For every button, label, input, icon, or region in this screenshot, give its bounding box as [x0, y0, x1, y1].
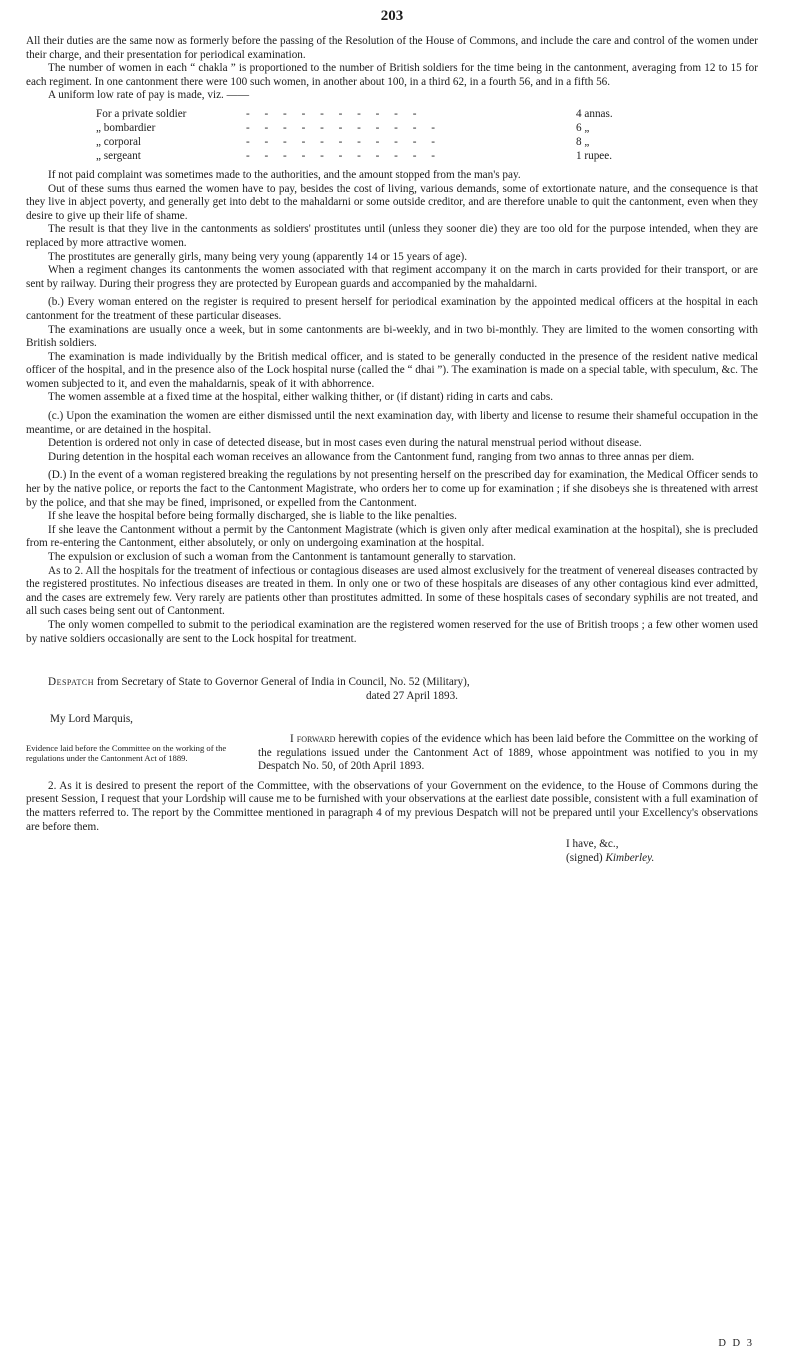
paragraph: The prostitutes are generally girls, many being very young (apparently 14 or 15 years of age). [48, 250, 468, 263]
paragraph: A uniform low rate of pay is made, viz. —— [48, 89, 250, 102]
paragraph: The result is that they live in the cantonments as soldiers' prostitutes until (unless they sooner die) they are too old for the purpose intended, when they are replaced by more attractive women. [26, 223, 758, 249]
despatch-label: Despatch [48, 676, 95, 689]
leader-dots: - - - - - - - - - - [246, 107, 423, 120]
leader-dots: - - - - - - - - - - - [246, 149, 441, 162]
salutation: My Lord Marquis, [50, 713, 133, 726]
signature-line [566, 851, 758, 865]
paragraph: When a regiment changes its cantonments the women associated with that regiment accompany it on the march in carts provided for their transport, or are sent by railway. During their progress they are protected by European guards and accompanied by the mahaldarni. [26, 264, 758, 290]
paragraph: All their duties are the same now as formerly before the passing of the Resolution of the House of Commons, and include the care and control of the women under their charge, and their presentation for periodical examination. [26, 35, 758, 61]
paragraph-text: herewith copies of the evidence which has been laid before the Committee on the working of the regulations issued under the Cantonment Act of 1889, whose appointment was notified to you in my Despatch No. 50, of 20th April 1893. [258, 732, 759, 773]
paragraph: The only women compelled to submit to the periodical examination are the registered women reserved for the use of British troops ; a few other women used by native soldiers occasionally are sent to the Lock hospital for treatment. [26, 618, 758, 645]
paragraph: (b.) Every woman entered on the register is required to present herself for periodical examination by the appointed medical officers at the hospital in each cantonment for the treatment of these particular diseases. [26, 296, 758, 322]
leader-dots: - - - - - - - - - - - [246, 135, 441, 148]
pay-amount: 6 „ [576, 121, 590, 134]
paragraph: (D.) In the event of a woman registered breaking the regulations by not presenting herself on the prescribed day for examination, the Medical Officer sends to her by the native police, or reports the fact to the Cantonment Magistrate, who orders her to come up for examination ; if she disobeys she is threatened with arrest by the police, and that she may be fined, imprisoned, or expelled from the Cantonment. [26, 469, 758, 509]
pay-amount: 8 „ [576, 135, 590, 148]
signed-label: (signed) [566, 852, 603, 865]
pay-amount: 4 annas. [576, 107, 613, 120]
paragraph: As to 2. All the hospitals for the treatment of infectious or contagious diseases are used almost exclusively for the treatment of venereal diseases contracted by the registered prostitutes. No infectious diseases are treated in them. In only one or two of these hospitals are diseases of any other contagious kind ever admitted, and the cases are extremely few. Very rarely are patients other than prostitutes admitted. In some of these hospitals cases of secondary syphilis are not treated, and all such cases being sent out of Cantonment. [26, 564, 758, 618]
signature-mark: D D 3 [718, 1338, 754, 1349]
rank-label: „ sergeant [96, 149, 141, 162]
paragraph: If she leave the hospital before being formally discharged, she is liable to the like penalties. [48, 510, 457, 523]
paragraph: Detention is ordered not only in case of detected disease, but in most cases even during the natural menstrual period without disease. [48, 437, 642, 450]
leader-dots: - - - - - - - - - - - [246, 121, 441, 134]
rank-label: „ corporal [96, 135, 142, 148]
signer-name: Kimberley. [605, 852, 655, 865]
pay-rate-row [96, 121, 696, 135]
page-number: 203 [380, 8, 404, 24]
paragraph: If not paid complaint was sometimes made to the authorities, and the amount stopped from the man's pay. [48, 168, 521, 181]
rank-label: For a private soldier [96, 107, 187, 120]
paragraph: If she leave the Cantonment without a permit by the Cantonment Magistrate (which is given only after medical examination at the hospital), she is precluded from re-entering the Cantonment, either absolutely, or only on undergoing examination at the hospital. [26, 523, 758, 550]
closing: I have, &c., [566, 838, 619, 851]
despatch-body [26, 733, 758, 774]
pay-rate-table [96, 107, 696, 163]
despatch-date: dated 27 April 1893. [366, 689, 458, 702]
paragraph: During detention in the hospital each woman receives an allowance from the Cantonment fund, ranging from two annas to three annas per diem. [48, 450, 695, 463]
pay-amount: 1 rupee. [576, 149, 613, 162]
pay-rate-row [96, 107, 696, 121]
paragraph: Out of these sums thus earned the women have to pay, besides the cost of living, various demands, some of extortionate nature, and the consequence is that they live in abject poverty, and generally get into debt to the mahaldarni or some outside creditor, and are therefore unable to quit the cantonment, even when they desire to give up their life of shame. [26, 182, 758, 222]
despatch-paragraph-1 [258, 733, 758, 774]
paragraph: The examinations are usually once a week, but in some cantonments are bi-weekly, and in two bi-monthly. They are limited to the women consorting with British soldiers. [26, 323, 758, 350]
paragraph: The expulsion or exclusion of such a woman from the Cantonment is tantamount generally to starvation. [48, 551, 516, 563]
paragraph: The women assemble at a fixed time at the hospital, either walking thither, or (if distant) riding in carts and cabs. [48, 391, 554, 404]
lead-words: I forward [290, 732, 336, 745]
margin-note: Evidence laid before the Committee on the working of the regulations under the Cantonment Act of 1889. [26, 742, 227, 764]
paragraph: The number of women in each “ chakla ” is proportioned to the number of British soldiers for the time being in the cantonment, averaging from 12 to 15 for each regiment. In one cantonment there were 100 such women, in another about 100, in a third 62, in a fourth 56, and in a fifth 56. [26, 62, 758, 88]
pay-rate-row [96, 135, 696, 149]
despatch-paragraph-2: 2. As it is desired to present the report of the Committee, with the observations of your Government on the evidence, to the House of Commons during the present Session, I request that your Lordship will cause me to be furnished with your observations at the earliest date possible, consistent with a full examination of the matters referred to. The report by the Committee mentioned in paragraph 4 of my previous Despatch will not be prepared until your Excellency's observations are before them. [26, 779, 758, 833]
pay-rate-row [96, 149, 696, 163]
paragraph: (c.) Upon the examination the women are either dismissed until the next examination day, with liberty and license to resume their shameful occupation in the meantime, or are detained in the hospital. [26, 410, 758, 436]
despatch-heading [26, 676, 758, 690]
signoff [566, 837, 758, 865]
despatch-section [26, 676, 758, 865]
rank-label: „ bombardier [96, 121, 156, 134]
despatch-title-text: from Secretary of State to Governor General of India in Council, No. 52 (Military), [96, 676, 470, 689]
paragraph: The examination is made individually by the British medical officer, and is stated to be generally conducted in the presence of the resident native medical officer of the hospital, and in the presence also of the Lock hospital nurse (called the “ dhai ”). The examination is made on a special table, with speculum, &c. The women subjected to it, and even the mahaldarnis, speak of it with abhorrence. [26, 350, 758, 390]
